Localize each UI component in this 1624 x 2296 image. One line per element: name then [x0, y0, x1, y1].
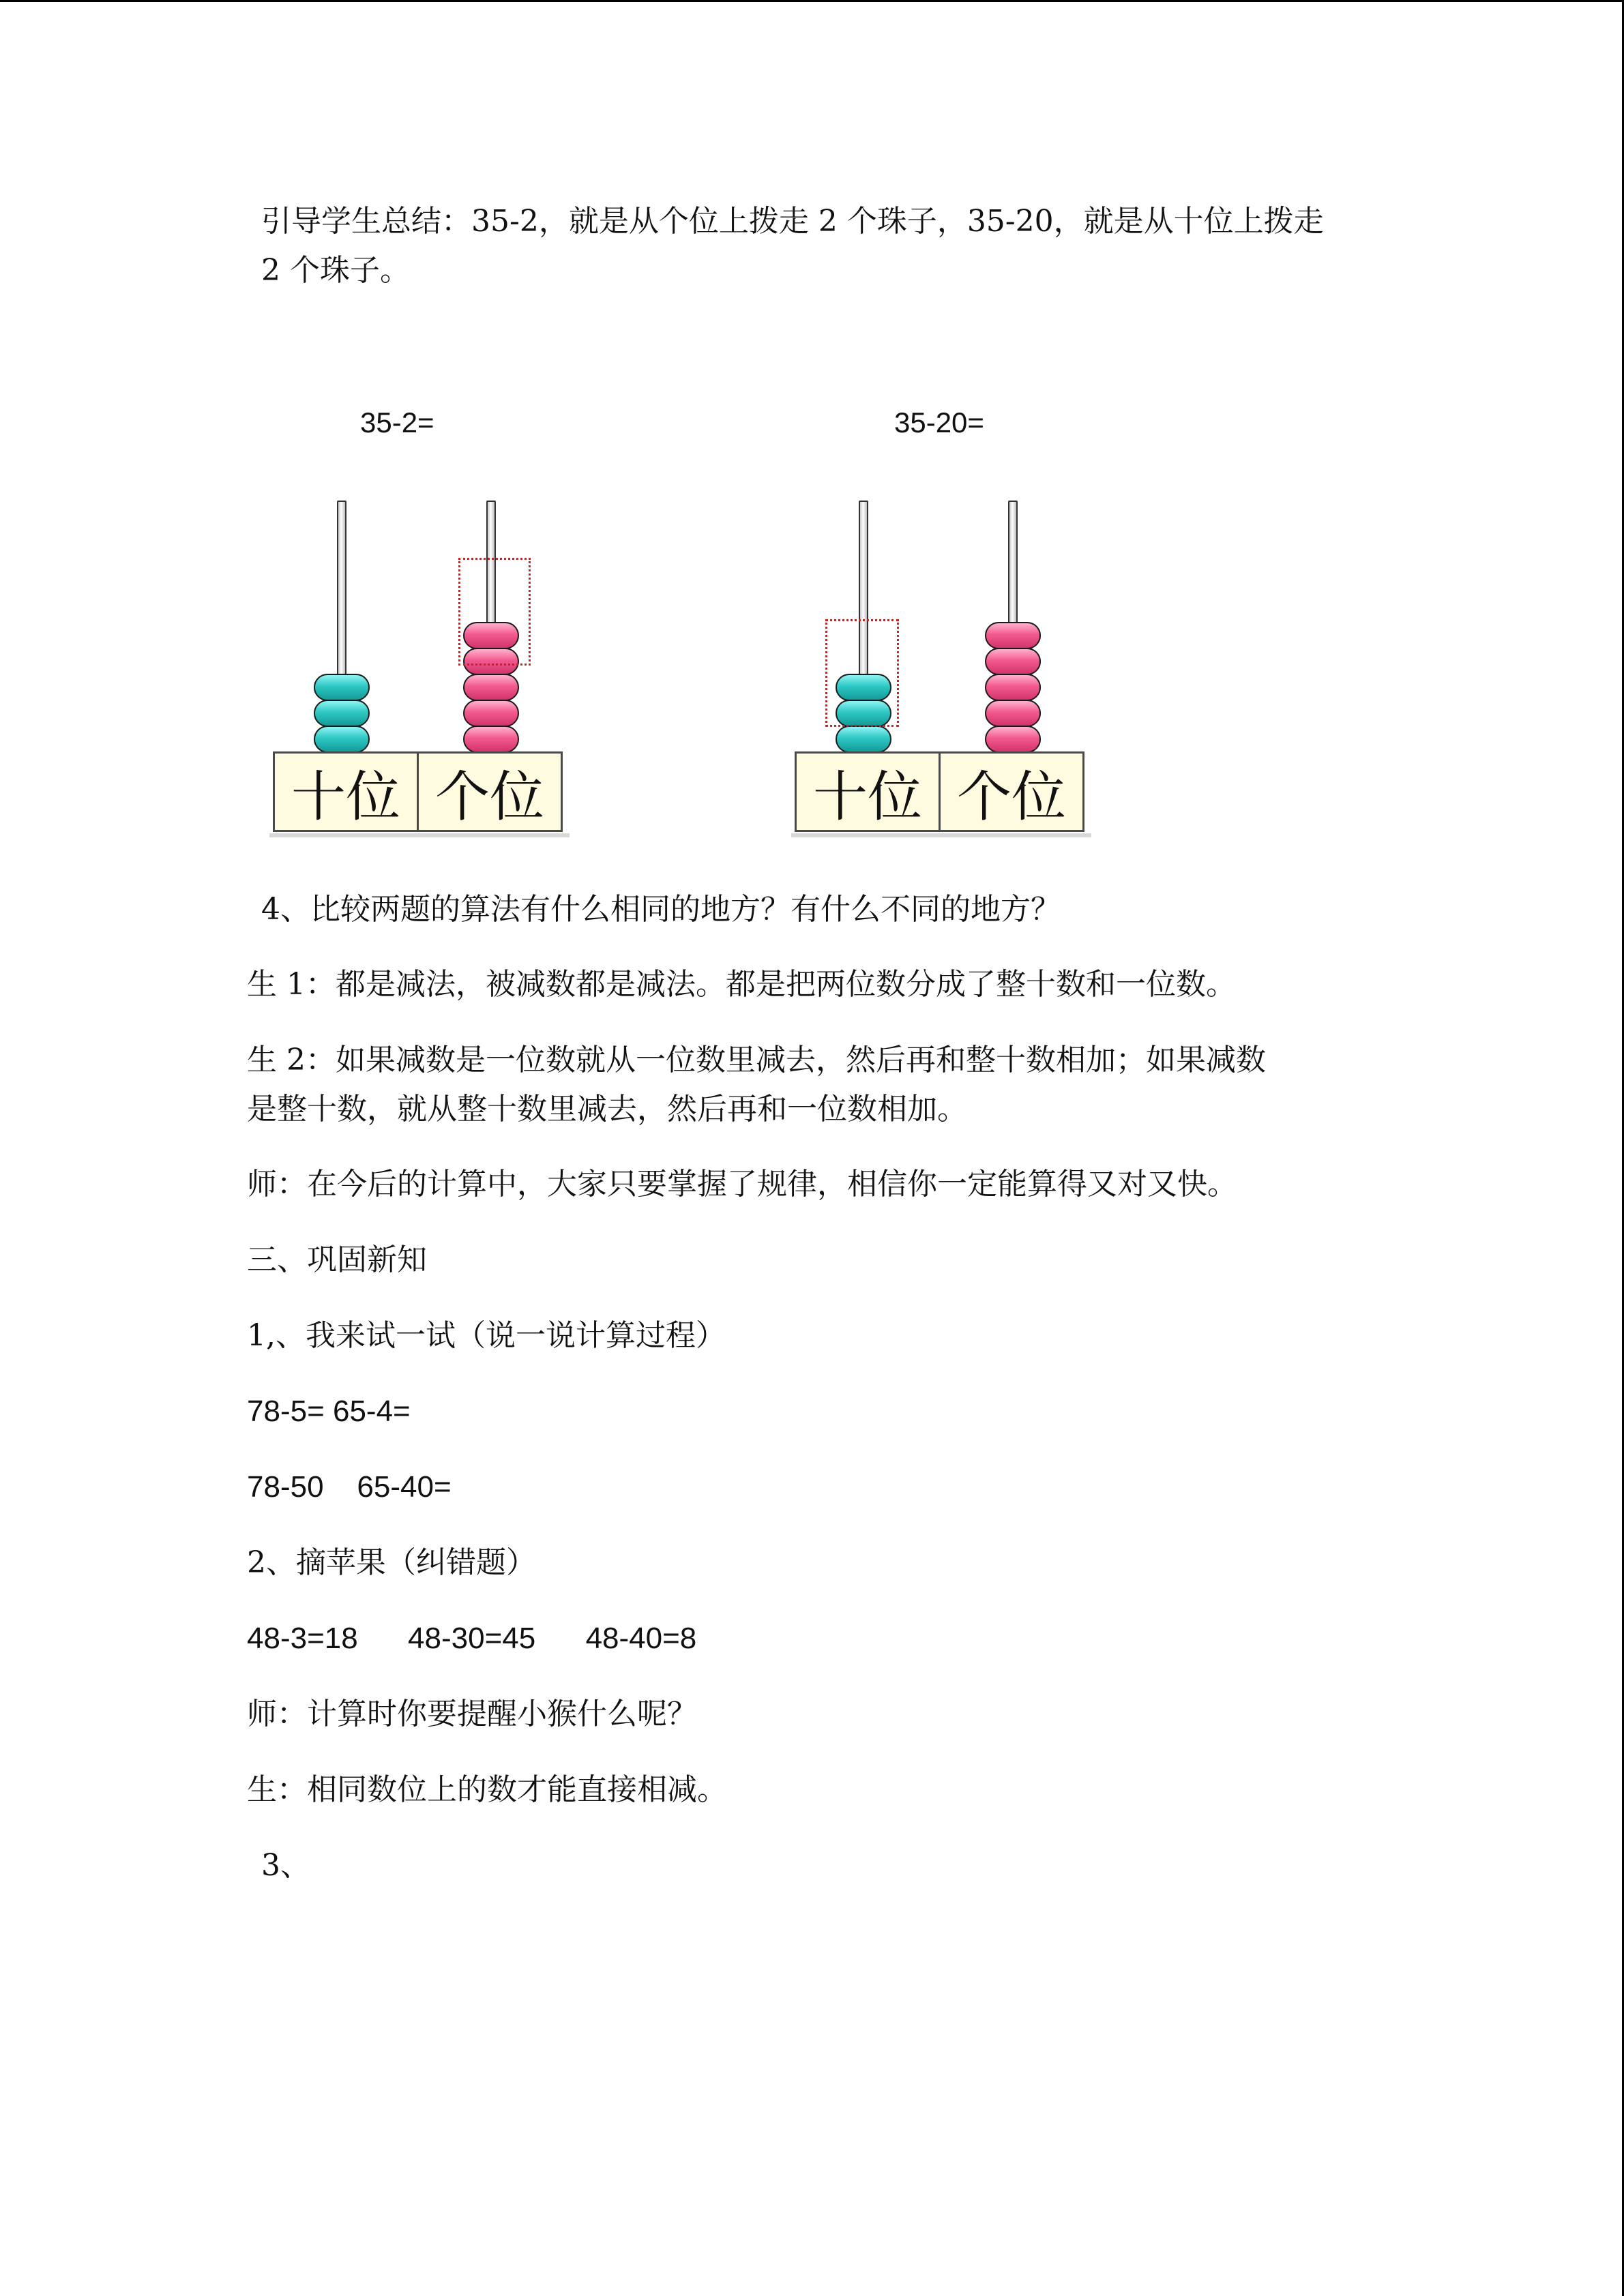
teacher-remark-2: 师：计算时你要提醒小猴什么呢？	[247, 1697, 697, 1731]
ones-bead	[985, 648, 1041, 675]
student-1-answer: 生 1：都是减法，被减数都是减法。都是把两位数分成了整十数和一位数。	[247, 967, 1236, 1002]
ones-bead	[463, 700, 519, 727]
base-shadow	[269, 833, 570, 837]
page-top-border	[0, 0, 1624, 2]
tens-place-label: 十位	[273, 751, 419, 832]
base-shadow	[791, 833, 1091, 837]
ones-bead	[463, 726, 519, 753]
tens-bead	[314, 674, 370, 701]
exercise-2-title: 2、摘苹果（纠错题）	[247, 1545, 536, 1580]
ones-bead	[985, 726, 1041, 753]
removed-beads-box	[458, 558, 531, 666]
intro-line-1: 引导学生总结：35-2，就是从个位上拨走 2 个珠子，35-20，就是从十位上拨走	[261, 204, 1324, 239]
abacus-figure-1	[269, 496, 590, 851]
student-2-answer-line-1: 生 2：如果减数是一位数就从一位数里减去，然后再和整十数相加；如果减数	[247, 1043, 1266, 1077]
figure-1-equation: 35-2=	[360, 406, 434, 438]
ones-bead	[985, 622, 1041, 649]
tens-place-label: 十位	[795, 751, 941, 832]
intro-line-2: 2 个珠子。	[261, 253, 410, 288]
exercise-1-line-2: 78-50 65-40=	[247, 1470, 452, 1504]
ones-bead	[463, 674, 519, 701]
exercise-3-title: 3、	[261, 1848, 310, 1883]
student-3-answer: 生：相同数位上的数才能直接相减。	[247, 1772, 727, 1807]
tens-bead	[836, 726, 891, 753]
tens-bead	[314, 700, 370, 727]
exercise-2-line: 48-3=18 48-30=45 48-40=8	[247, 1622, 697, 1655]
removed-beads-box	[825, 619, 899, 727]
ones-place-label: 个位	[939, 751, 1084, 832]
exercise-1-line-1: 78-5= 65-4=	[247, 1395, 411, 1428]
figure-2-equation: 35-20=	[894, 406, 984, 438]
exercise-1-title: 1,、我来试一试（说一说计算过程）	[247, 1318, 726, 1353]
section-heading-3: 三、巩固新知	[247, 1242, 427, 1277]
ones-bead	[985, 674, 1041, 701]
student-2-answer-line-2: 是整十数，就从整十数里减去，然后再和一位数相加。	[247, 1092, 967, 1127]
question-4: 4、比较两题的算法有什么相同的地方？有什么不同的地方？	[261, 892, 1061, 927]
teacher-remark-1: 师：在今后的计算中，大家只要掌握了规律，相信你一定能算得又对又快。	[247, 1167, 1237, 1202]
ones-bead	[985, 700, 1041, 727]
abacus-figure-2	[791, 496, 1112, 851]
tens-bead	[314, 726, 370, 753]
ones-place-label: 个位	[417, 751, 563, 832]
